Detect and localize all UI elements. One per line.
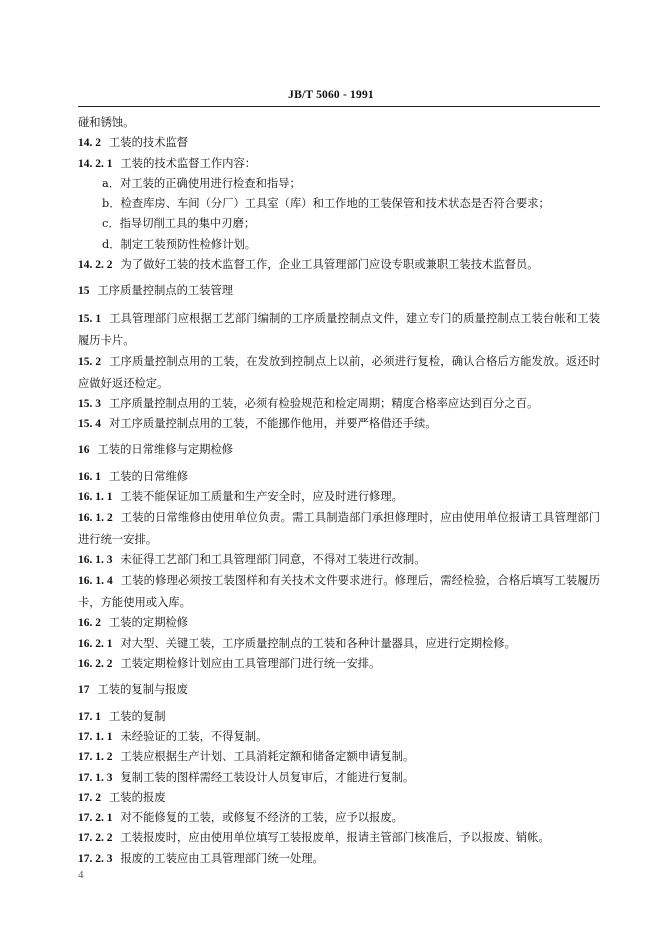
clause: 15. 2 工序质量控制点用的工装，在发放到控制点上以前，必须进行复检，确认合格后方能发放。返还时应做好返还检定。 bbox=[78, 354, 600, 390]
list-item: b．检查库房、车间（分厂）工具室（库）和工作地的工装保管和技术状态是否符合要求； bbox=[102, 197, 550, 211]
clause: 17. 2. 3 报废的工装应由工具管理部门统一处理。 bbox=[78, 851, 324, 865]
document-body bbox=[78, 113, 600, 869]
list-item: d．制定工装预防性检修计划。 bbox=[102, 237, 257, 251]
clause: 17. 2. 2 工装报废时，应由使用单位填写工装报废单，报请主管部门核准后，予以报废、销帐。 bbox=[78, 831, 550, 845]
clause: 17. 1. 3 复制工装的图样需经工装设计人员复审后，才能进行复制。 bbox=[78, 770, 415, 784]
section-heading: 14. 2 工装的技术监督 bbox=[78, 136, 189, 150]
clause: 15. 3 工序质量控制点用的工装，必须有检验规范和检定周期；精度合格率应达到百分之百。 bbox=[78, 396, 539, 410]
chapter-heading: 15 工序质量控制点的工装管理 bbox=[78, 284, 234, 298]
header-rule bbox=[78, 106, 600, 107]
clause: 16. 2. 1 对大型、关键工装，工序质量控制点的工装和各种计量器具，应进行定期检修。 bbox=[78, 636, 516, 650]
clause: 15. 4 对工序质量控制点用的工装，不能挪作他用，并要严格借还手续。 bbox=[78, 416, 437, 430]
chapter-heading: 17 工装的复制与报废 bbox=[78, 683, 188, 697]
clause: 17. 1. 2 工装应根据生产计划、工具消耗定额和储备定额申请复制。 bbox=[78, 750, 415, 764]
clause: 17. 1. 1 未经验证的工装，不得复制。 bbox=[78, 729, 268, 743]
section-heading: 17. 2 工装的报废 bbox=[78, 790, 166, 804]
clause: 16. 1. 3 未征得工艺部门和工具管理部门同意，不得对工装进行改制。 bbox=[78, 553, 426, 567]
clause: 14. 2. 1 工装的技术监督工作内容： bbox=[78, 156, 257, 170]
page-header: JB/T 5060 - 1991 bbox=[288, 89, 374, 101]
section-heading: 16. 2 工装的定期检修 bbox=[78, 616, 189, 630]
clause: 16. 1. 2 工装的日常维修由使用单位负责。需工具制造部门承担修理时，应由使用单位报请工具管理部门进行统一安排。 bbox=[78, 511, 600, 547]
section-heading: 16. 1 工装的日常维修 bbox=[78, 469, 189, 483]
clause: 16. 1. 1 工装不能保证加工质量和生产安全时，应及时进行修理。 bbox=[78, 489, 403, 503]
clause: 16. 1. 4 工装的修理必须按工装图样和有关技术文件要求进行。修理后，需经检验，合格后填写工装履历卡，方能使用或入库。 bbox=[78, 574, 600, 610]
list-item: c．指导切削工具的集中刃磨； bbox=[102, 217, 256, 231]
text-line: 碰和锈蚀。 bbox=[78, 116, 135, 129]
clause: 16. 2. 2 工装定期检修计划应由工具管理部门进行统一安排。 bbox=[78, 657, 381, 671]
page-number: 4 bbox=[78, 869, 84, 881]
section-heading: 17. 1 工装的复制 bbox=[78, 709, 166, 723]
clause: 14. 2. 2 为了做好工装的技术监督工作，企业工具管理部门应设专职或兼职工装技术监督员。 bbox=[78, 258, 539, 272]
list-item: a．对工装的正确使用进行检查和指导； bbox=[102, 176, 301, 190]
clause: 15. 1 工具管理部门应根据工艺部门编制的工序质量控制点文件，建立专门的质量控制点工装台帐和工装履历卡片。 bbox=[78, 311, 600, 347]
chapter-heading: 16 工装的日常维修与定期检修 bbox=[78, 443, 234, 457]
clause: 17. 2. 1 对不能修复的工装，或修复不经济的工装，应予以报废。 bbox=[78, 811, 403, 825]
